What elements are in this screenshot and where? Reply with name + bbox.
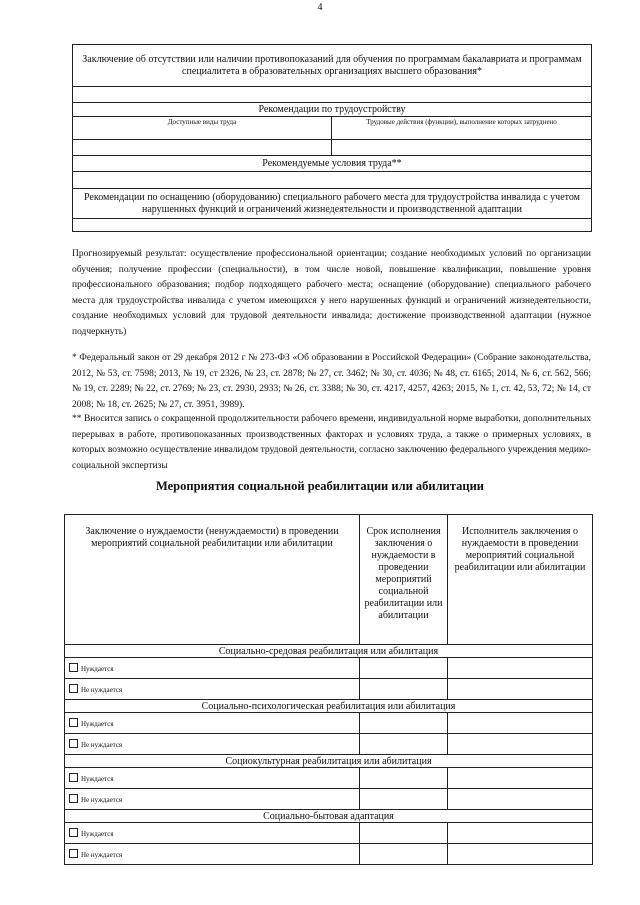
deadline-cell[interactable]	[360, 768, 448, 789]
executor-cell[interactable]	[448, 734, 593, 755]
employment-table	[72, 44, 592, 232]
deadline-cell[interactable]	[360, 844, 448, 865]
section-header-sociocultural: Социокультурная реабилитация или абилитация	[65, 755, 593, 768]
executor-cell[interactable]	[448, 713, 593, 734]
executor-cell[interactable]	[448, 679, 593, 700]
option-needs: Нуждается	[65, 713, 360, 734]
contraindications-value-cell[interactable]	[73, 87, 592, 103]
executor-cell[interactable]	[448, 823, 593, 844]
needs-checkbox[interactable]	[69, 718, 78, 727]
available-work-cell[interactable]	[73, 140, 332, 156]
executor-cell[interactable]	[448, 844, 593, 865]
labor-actions-cell[interactable]	[332, 140, 592, 156]
deadline-cell[interactable]	[360, 658, 448, 679]
not-needs-checkbox[interactable]	[69, 739, 78, 748]
option-needs: Нуждается	[65, 768, 360, 789]
forecast-paragraph: Прогнозируемый результат: осуществление профессиональной ориентации; создание необходимых условий по организации обучения; получение профессии (специальности), в том числе новой, повышение квалификации, повышение уровня профессионального образования; подбор подходящего рабочего места; оснащение (оборудование) специального рабочего места для трудоустройства инвалида с учетом имеющихся у него нарушенных функций и ограничений жизнедеятельности, создание необходимых условий для трудовой деятельности инвалида; достижение производственной адаптации (нужное подчеркнуть)	[72, 249, 591, 337]
needs-checkbox[interactable]	[69, 773, 78, 782]
deadline-cell[interactable]	[360, 789, 448, 810]
section-header-environmental: Социально-средовая реабилитация или абилитация	[65, 645, 593, 658]
recommended-conditions-header: Рекомендуемые условия труда**	[73, 156, 592, 172]
equipment-recommendations: Рекомендации по оснащению (оборудованию) специального рабочего места для трудоустройства инвалида с учетом нарушенных функций и ограничений жизнедеятельности и производственной адаптации	[73, 189, 592, 219]
not-needs-checkbox[interactable]	[69, 794, 78, 803]
deadline-cell[interactable]	[360, 679, 448, 700]
available-work-column-header: Доступные виды труда	[73, 117, 332, 140]
footnote-conditions: ** Вносится запись о сокращенной продолжительности рабочего времени, индивидуальной норме выработки, дополнительных перерывах в работе, противопоказанных производственных факторах и условиях труда, а также о примерных условиях, в которых возможно осуществление инвалидом трудовой деятельности, согласно заключению федерального учреждения медико-социальной экспертизы	[72, 414, 591, 471]
recommended-conditions-cell[interactable]	[73, 172, 592, 189]
equipment-value-cell[interactable]	[73, 219, 592, 232]
section-header-household: Социально-бытовая адаптация	[65, 810, 593, 823]
executor-column-header: Исполнитель заключения о нуждаемости в проведении мероприятий социальной реабилитации или абилитации	[448, 515, 593, 645]
not-needs-checkbox[interactable]	[69, 684, 78, 693]
option-not-needs: Не нуждается	[65, 679, 360, 700]
deadline-cell[interactable]	[360, 713, 448, 734]
option-not-needs: Не нуждается	[65, 844, 360, 865]
needs-checkbox[interactable]	[69, 663, 78, 672]
employment-recommendations-header: Рекомендации по трудоустройству	[73, 103, 592, 117]
section-title: Мероприятия социальной реабилитации или абилитации	[156, 479, 484, 493]
rehab-table	[64, 514, 593, 865]
labor-actions-column-header: Трудовые действия (функции), выполнение которых затруднено	[332, 117, 592, 140]
executor-cell[interactable]	[448, 658, 593, 679]
contraindications-conclusion: Заключение об отсутствии или наличии противопоказаний для обучения по программам бакалавриата и программам специалитета в образовательных организациях высшего образования*	[73, 45, 592, 87]
needs-checkbox[interactable]	[69, 828, 78, 837]
executor-cell[interactable]	[448, 789, 593, 810]
deadline-cell[interactable]	[360, 823, 448, 844]
executor-cell[interactable]	[448, 768, 593, 789]
option-needs: Нуждается	[65, 823, 360, 844]
option-not-needs: Не нуждается	[65, 789, 360, 810]
deadline-column-header: Срок исполнения заключения о нуждаемости в проведении мероприятий социальной реабилитации или абилитации	[360, 515, 448, 645]
option-not-needs: Не нуждается	[65, 734, 360, 755]
option-needs: Нуждается	[65, 658, 360, 679]
need-conclusion-column-header: Заключение о нуждаемости (ненуждаемости) в проведении мероприятий социальной реабилитации или абилитации	[65, 515, 360, 645]
page-number: 4	[317, 2, 323, 13]
not-needs-checkbox[interactable]	[69, 849, 78, 858]
section-header-psychological: Социально-психологическая реабилитация или абилитация	[65, 700, 593, 713]
footnote-law: * Федеральный закон от 29 декабря 2012 г № 273-ФЗ «Об образовании в Российской Федерации» (Собрание законодательства, 2012, № 53, ст. 7598; 2013, № 19, ст 2326, № 23, ст. 2878; № 27, ст. 3462; № 30, ст. 4036; № 48, ст. 6165; 2014, № 6, ст. 562, 566; № 19, ст. 2289; № 22, ст. 2769; № 23, ст. 2930, 2933; № 26, ст. 3388; № 30, ст. 4217, 4257, 4263; 2015, № 1, ст. 42, 53, 72; № 14, ст 2008; № 18, ст. 2625; № 27, ст. 3951, 3989).	[72, 353, 591, 410]
deadline-cell[interactable]	[360, 734, 448, 755]
